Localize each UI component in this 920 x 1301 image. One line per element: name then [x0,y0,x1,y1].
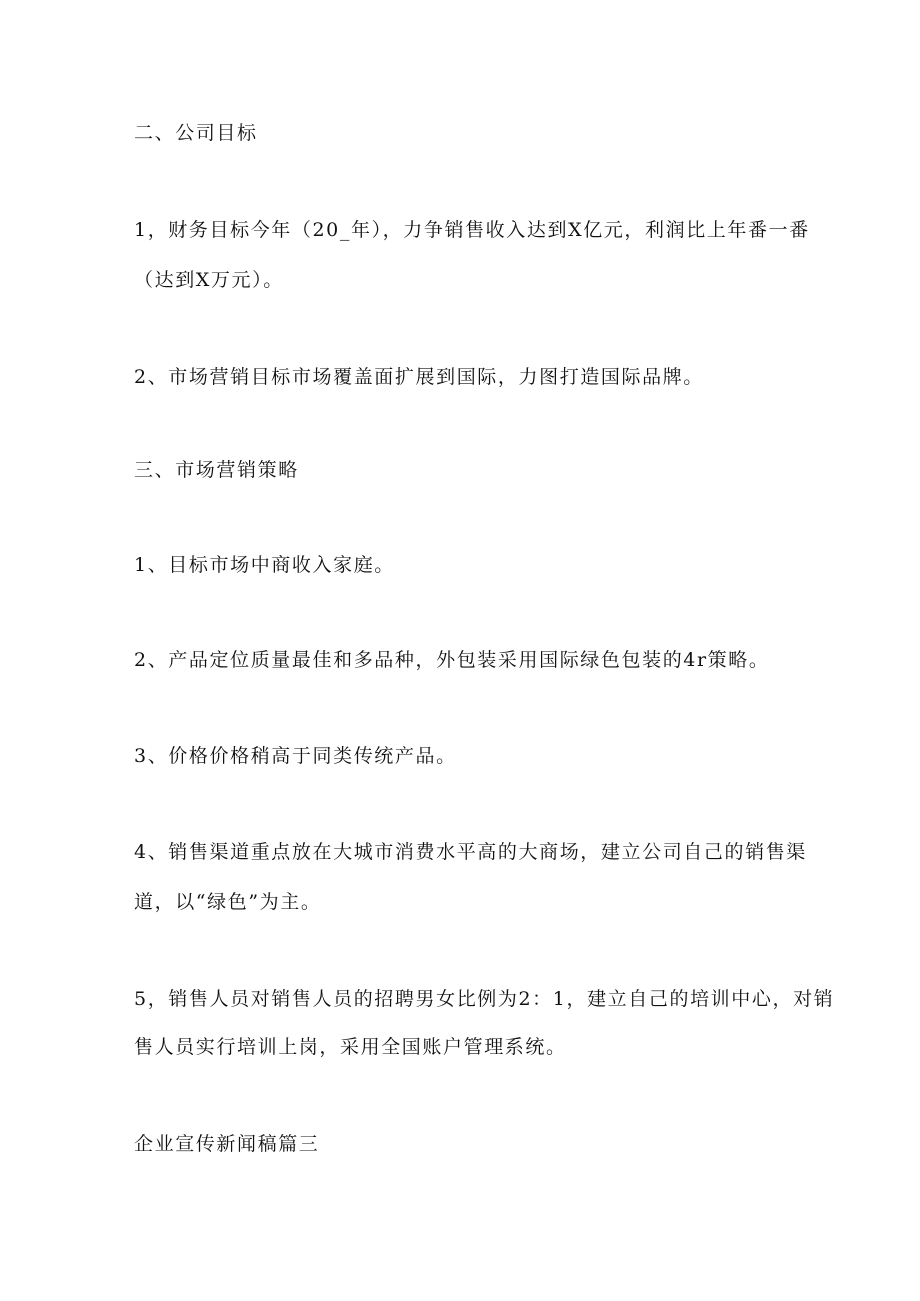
strategy-2: 2、产品定位质量最佳和多品种，外包装采用国际绿色包装的4r策略。 [134,649,770,671]
strategy-1: 1、目标市场中商收入家庭。 [134,554,395,576]
strategy-4-line-2: 道，以“绿色”为主。 [134,891,322,913]
strategy-5-line-2: 售人员实行培训上岗，采用全国账户管理系统。 [134,1036,567,1058]
strategy-5-line-1: 5，销售人员对销售人员的招聘男女比例为2：1，建立自己的培训中心，对销 [134,988,835,1010]
goal-1-line-1: 1，财务目标今年（20_年），力争销售收入达到X亿元，利润比上年番一番 [134,219,810,241]
next-section-title: 企业宣传新闻稿篇三 [134,1133,320,1155]
strategy-4-line-1: 4、销售渠道重点放在大城市消费水平高的大商场，建立公司自己的销售渠 [134,841,807,863]
heading-company-goals: 二、公司目标 [134,122,258,144]
goal-1-line-2: （达到X万元）。 [134,269,284,291]
goal-2: 2、市场营销目标市场覆盖面扩展到国际，力图打造国际品牌。 [134,366,704,388]
heading-marketing-strategy: 三、市场营销策略 [134,459,299,481]
strategy-3: 3、价格价格稍高于同类传统产品。 [134,745,457,767]
